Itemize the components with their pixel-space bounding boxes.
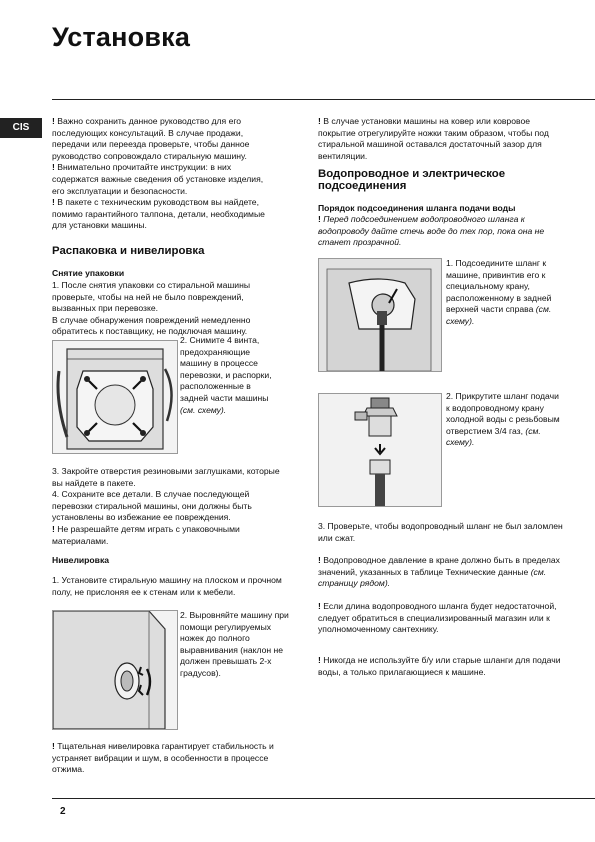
unpack-heading: Распаковка и нивелировка bbox=[52, 245, 205, 257]
hose-step-2: 2. Прикрутите шланг подачи к водопроводному крану холодной воды с резьбовым отверстием 3/4 газ, (см. схему). bbox=[446, 391, 560, 448]
language-tab: CIS bbox=[0, 118, 42, 138]
note-hose-length: ! Если длина водопроводного шланга будет недостаточной, следует обратиться в специализированный магазин или к уполномоченному сантехнику. bbox=[318, 601, 557, 635]
note-read-instructions: ! Внимательно прочитайте инструкции: в них содержатся важные сведения об установке изделия, его эксплуатации и безопасности. bbox=[52, 162, 264, 196]
top-rule bbox=[52, 99, 595, 100]
tap-connection-figure bbox=[318, 393, 442, 507]
page-number: 2 bbox=[60, 806, 66, 817]
intro-notes bbox=[52, 116, 278, 232]
bottom-rule bbox=[52, 798, 595, 799]
washer-back-illustration bbox=[53, 341, 177, 453]
note-package-contents: ! В пакете с техническим руководством вы найдете, помимо гарантийного талпона, детали, необходимые для установки машины. bbox=[52, 197, 265, 231]
tap-connection-illustration bbox=[319, 394, 441, 506]
note-leveling: ! Тщательная нивелировка гарантирует стабильность и устраняет вибрации и шум, в особенности в процессе отжима. bbox=[52, 741, 274, 775]
level-step-1: 1. Установите стиральную машину на плоском и прочном полу, не прислоняя ее к стенам или к мебели. bbox=[52, 575, 282, 597]
unpack-step-2: 2. Снимите 4 винта, предохраняющие машину в процессе перевозки, и распорки, расположенные в задней части машины (см. схему). bbox=[180, 335, 272, 415]
hose-machine-figure bbox=[318, 258, 442, 372]
unpack-steps-3-4: 3. Закройте отверстия резиновыми заглушками, которые вы найдете в пакете. 4. Сохраните все детали. В случае последующей перевозки стиральной машины, они должны быть установлены во избежание ее повреждения. ! Не разрешайте детям играть с упаковочными материалами. bbox=[52, 466, 292, 547]
hose-step-3: 3. Проверьте, чтобы водопроводный шланг не был заломлен или сжат. bbox=[318, 521, 563, 543]
water-heading: Водопроводное и электрическое подсоединения bbox=[318, 168, 506, 193]
note-keep-manual: ! Важно сохранить данное руководство для его последующих консультаций. В случае продажи, передачи или переезда проверьте, чтобы данное руководство сопровождало стиральную машину. bbox=[52, 116, 250, 161]
unpack-step-1: 1. После снятия упаковки со стиральной машины проверьте, чтобы на ней не было повреждений, вызванных при перевозке. В случае обнаружения повреждений немедленно обратитесь к поставщику, не подключая машину. bbox=[52, 280, 251, 337]
washer-back-figure bbox=[52, 340, 178, 454]
hose-subheading: Порядок подсоединения шланга подачи воды bbox=[318, 203, 516, 213]
note-pressure: ! Водопроводное давление в кране должно быть в пределах значений, указанных в таблице Технические данные (см. страницу рядом). bbox=[318, 555, 560, 589]
note-no-old-hoses: ! Никогда не используйте б/у или старые шланги для подачи воды, а только прилагающиеся к машине. bbox=[318, 655, 561, 677]
hose-intro: ! Перед подсоединением водопроводного шланга к водопроводу дайте стечь воде до тех пор, пока она не станет прозрачной. bbox=[318, 214, 545, 248]
note-carpet: ! В случае установки машины на ковер или ковровое покрытие отрегулируйте ножки таким образом, чтобы под стиральной машиной оставался достаточный зазор для вентиляции. bbox=[318, 116, 549, 161]
note-children: ! Не разрешайте детям играть с упаковочными материалами. bbox=[52, 523, 240, 546]
hose-step-1: 1. Подсоедините шланг к машине, привинтив его к специальному крану, расположенному в задней верхней части справа (см. схему). bbox=[446, 258, 552, 326]
level-step-2: 2. Выровняйте машину при помощи регулируемых ножек до полного выравнивания (наклон не должен превышать 2-х градусов). bbox=[180, 610, 289, 678]
washer-feet-illustration bbox=[53, 611, 177, 729]
page-title: Установка bbox=[52, 22, 191, 52]
unpack-subheading: Снятие упаковки bbox=[52, 268, 125, 278]
washer-feet-figure bbox=[52, 610, 178, 730]
hose-machine-illustration bbox=[319, 259, 441, 371]
level-subheading: Нивелировка bbox=[52, 555, 110, 565]
